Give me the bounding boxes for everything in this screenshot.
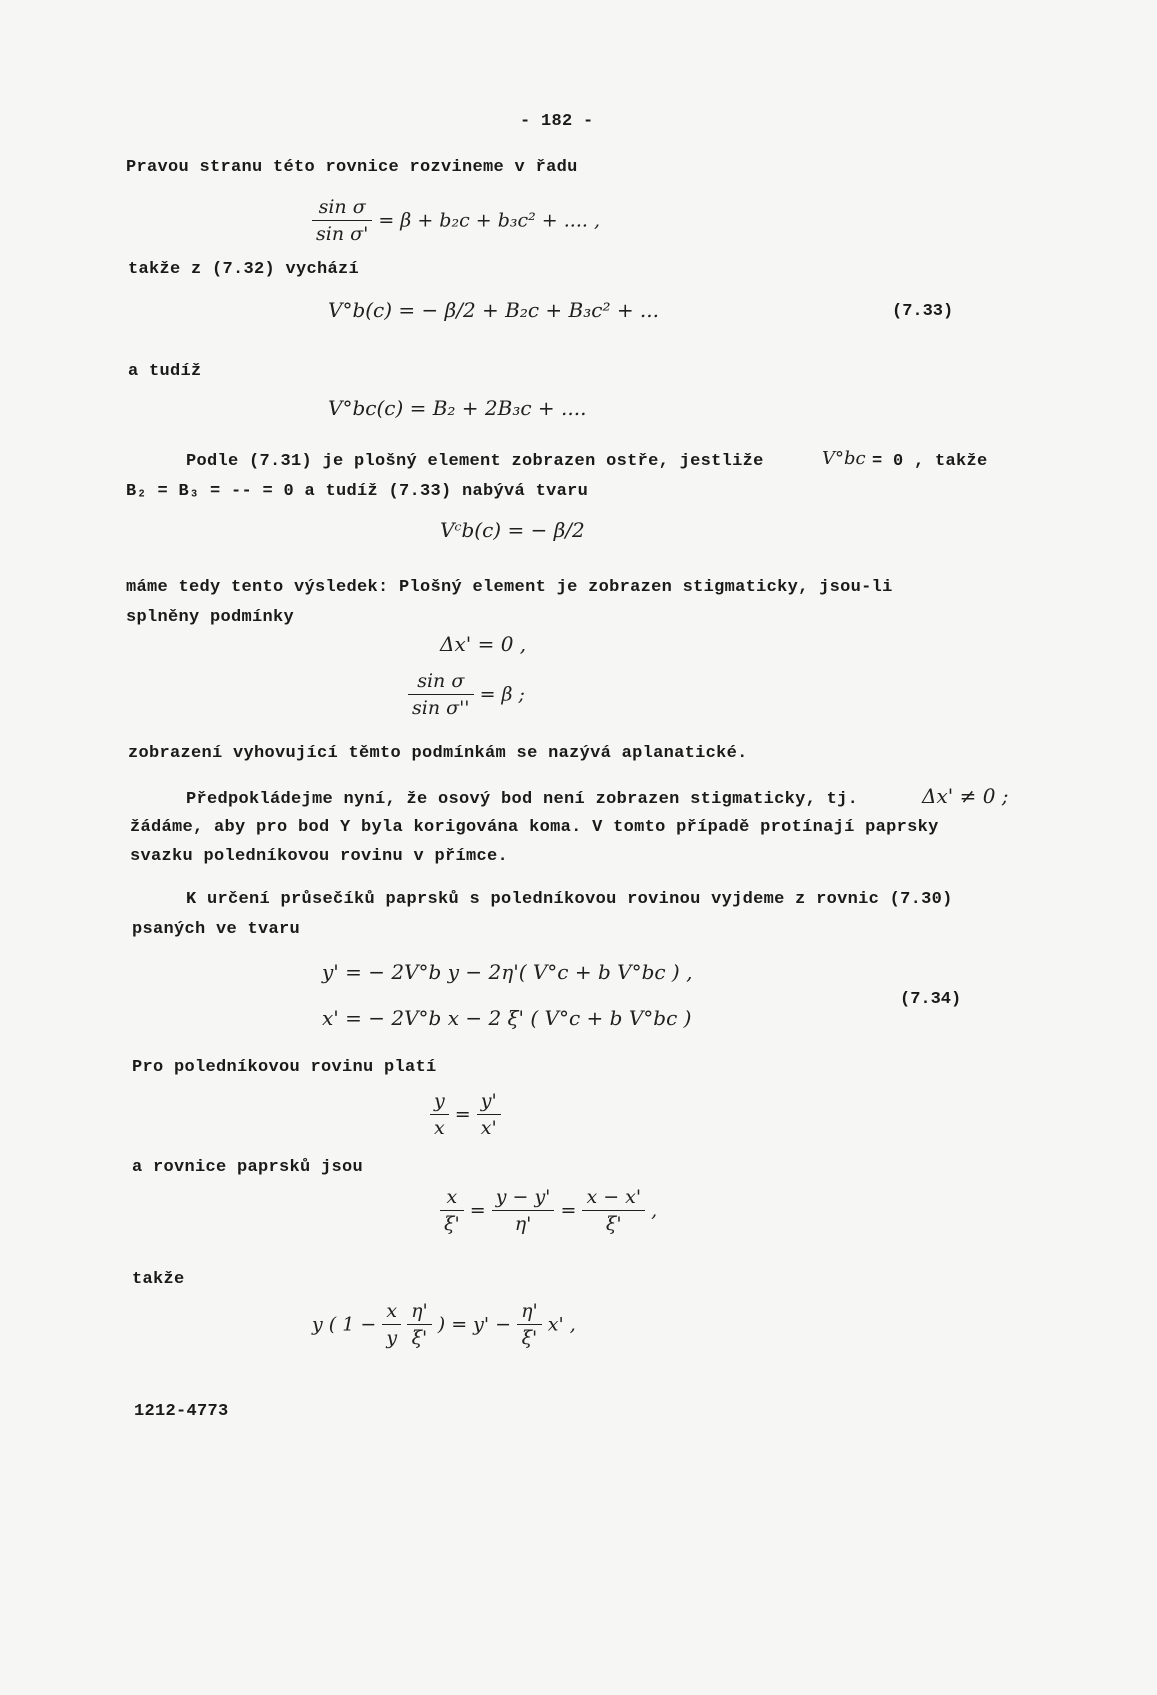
fraction-denominator: ξ' xyxy=(605,1213,622,1235)
fraction-denominator: y xyxy=(386,1327,398,1349)
footer-code: 1212-4773 xyxy=(134,1402,229,1421)
fraction-numerator: x − x' xyxy=(582,1186,645,1211)
equation: y' = − 2V°b y − 2η'( V°c + b V°bc ) , xyxy=(322,960,693,984)
text-line: psaných ve tvaru xyxy=(132,920,301,939)
equation-number: (7.34) xyxy=(900,990,962,1009)
fraction-numerator: sin σ xyxy=(408,670,474,695)
comma: , xyxy=(651,1199,658,1222)
equation xyxy=(440,1186,657,1235)
fraction-denominator: sin σ' xyxy=(316,223,369,245)
text-line: a rovnice paprsků jsou xyxy=(132,1158,364,1177)
fraction-numerator: y xyxy=(430,1090,449,1115)
text-line: takže xyxy=(132,1270,185,1289)
fraction-denominator: ξ' xyxy=(411,1327,428,1349)
fraction-numerator: sin σ xyxy=(312,196,372,221)
equation xyxy=(408,670,525,719)
fraction-numerator: η' xyxy=(407,1300,432,1325)
inline-math: Δx' ≠ 0 ; xyxy=(922,784,1009,808)
fraction-numerator: η' xyxy=(517,1300,542,1325)
equation-tail: x' , xyxy=(547,1313,576,1336)
equation-lead: y ( 1 − xyxy=(312,1313,377,1336)
fraction-numerator: x xyxy=(440,1186,464,1211)
fraction-denominator: η' xyxy=(514,1213,532,1235)
equation-mid: ) = y' − xyxy=(437,1313,512,1336)
text-line: žádáme, aby pro bod Y byla korigována koma. V tomto případě protínají paprsky xyxy=(130,818,939,837)
equation xyxy=(312,196,600,245)
fraction-numerator: y − y' xyxy=(492,1186,555,1211)
text-line: = 0 , takže xyxy=(872,452,988,471)
inline-math: V°bc xyxy=(822,448,866,469)
text-line: Pravou stranu této rovnice rozvineme v řadu xyxy=(126,158,578,177)
text-line: Podle (7.31) je plošný element zobrazen ostře, jestliže xyxy=(186,452,764,471)
equation xyxy=(312,1300,576,1349)
fraction-numerator: x xyxy=(382,1300,401,1325)
page-number: - 182 - xyxy=(520,112,594,131)
fraction-numerator: y' xyxy=(477,1090,501,1115)
text-line: svazku poledníkovou rovinu v přímce. xyxy=(130,847,509,866)
text-line: splněny podmínky xyxy=(126,608,295,627)
text-line: B₂ = B₃ = -- = 0 a tudíž (7.33) nabývá tvaru xyxy=(126,482,589,501)
equation-rest: = β ; xyxy=(479,683,525,706)
equation-rest: = β + b₂c + b₃c² + .... , xyxy=(378,209,600,232)
text-line: máme tedy tento výsledek: Plošný element je zobrazen stigmaticky, jsou-li xyxy=(126,578,893,597)
text-line: Předpokládejme nyní, že osový bod není zobrazen stigmaticky, tj. xyxy=(186,790,859,809)
fraction-denominator: ξ' xyxy=(521,1327,538,1349)
equation: Δx' = 0 , xyxy=(440,632,527,656)
equation: x' = − 2V°b x − 2 ξ' ( V°c + b V°bc ) xyxy=(322,1006,692,1030)
equals-sign: = xyxy=(454,1103,471,1126)
text-line: a tudíž xyxy=(128,362,202,381)
equation: V°bc(c) = B₂ + 2B₃c + .... xyxy=(328,396,587,420)
equation: V°b(c) = − β/2 + B₂c + B₃c² + ... xyxy=(328,298,660,322)
text-line: takže z (7.32) vychází xyxy=(128,260,360,279)
equation xyxy=(430,1090,501,1139)
fraction-denominator: ξ' xyxy=(444,1213,460,1235)
text-line: zobrazení vyhovující těmto podmínkám se nazývá aplanatické. xyxy=(128,744,748,763)
equals-sign: = xyxy=(560,1199,577,1222)
equation: Vᶜb(c) = − β/2 xyxy=(440,518,585,542)
fraction-denominator: sin σ'' xyxy=(412,697,470,719)
text-line: Pro poledníkovou rovinu platí xyxy=(132,1058,437,1077)
text-line: K určení průsečíků paprsků s poledníkovou rovinou vyjdeme z rovnic (7.30) xyxy=(186,890,953,909)
fraction-denominator: x' xyxy=(480,1117,497,1139)
equals-sign: = xyxy=(469,1199,486,1222)
equation-number: (7.33) xyxy=(892,302,954,321)
fraction-denominator: x xyxy=(434,1117,445,1139)
